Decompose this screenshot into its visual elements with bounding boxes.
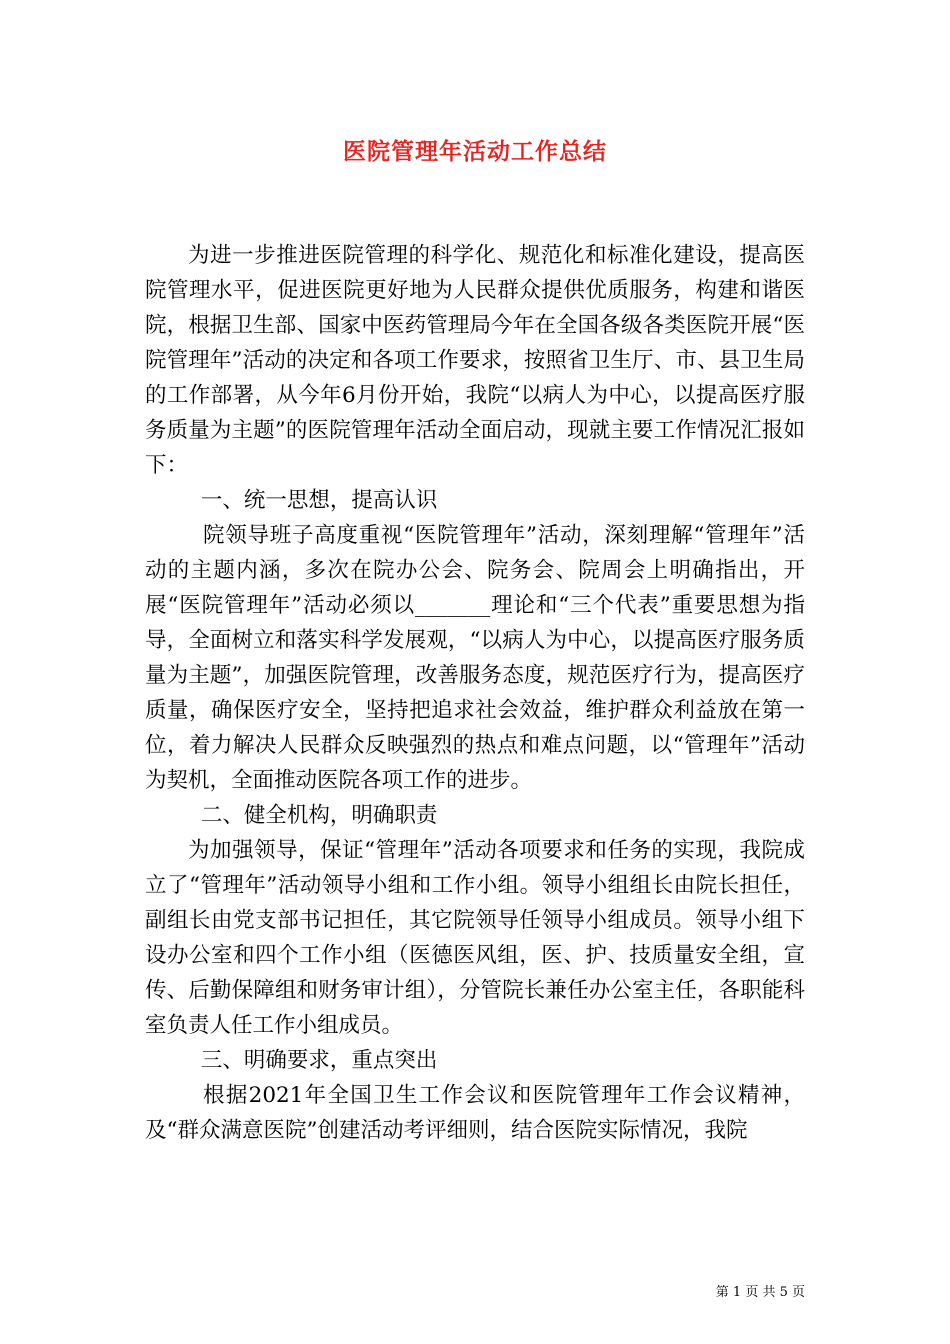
section-heading-3: 三、明确要求，重点突出 <box>200 1048 438 1073</box>
document-title: 医院管理年活动工作总结 <box>343 138 607 165</box>
section-2-paragraph: 为加强领导，保证“管理年”活动各项要求和任务的实现，我院成立了“管理年”活动领导小组和工作小组。领导小组组长由院长担任，副组长由党支部书记担任，其它院领导任领导小组成员。领导小组下设办公室和四个工作小组（医德医风组，医、护、技质量安全组，宣传、后勤保障组和财务审计组），分管院长兼任办公室主任，各职能科室负责人任工作小组成员。 <box>145 838 805 1038</box>
page-number: 第 1 页 共 5 页 <box>715 1285 805 1300</box>
intro-paragraph: 为进一步推进医院管理的科学化、规范化和标准化建设，提高医院管理水平，促进医院更好地为人民群众提供优质服务，构建和谐医院，根据卫生部、国家中医药管理局今年在全国各级各类医院开展“医院管理年”活动的决定和各项工作要求，按照省卫生厅、市、县卫生局的工作部署，从今年6月份开始，我院“以病人为中心，以提高医疗服务质量为主题”的医院管理年活动全面启动，现就主要工作情况汇报如下： <box>145 243 805 478</box>
section-heading-2: 二、健全机构，明确职责 <box>200 803 438 828</box>
section-1-paragraph: 院领导班子高度重视“医院管理年”活动，深刻理解“管理年”活动的主题内涵，多次在院办公会、院务会、院周会上明确指出，开展“医院管理年”活动必须以_______理论和“三个代表”重要思想为指导，全面树立和落实科学发展观，“以病人为中心，以提高医疗服务质量为主题”，加强医院管理，改善服务态度，规范医疗行为，提高医疗质量，确保医疗安全，坚持把追求社会效益，维护群众利益放在第一位，着力解决人民群众反映强烈的热点和难点问题，以“管理年”活动为契机，全面推动医院各项工作的进步。 <box>145 523 805 793</box>
section-3-paragraph: 根据2021年全国卫生工作会议和医院管理年工作会议精神，及“群众满意医院”创建活动考评细则，结合医院实际情况，我院 <box>145 1083 805 1143</box>
document-body <box>145 238 805 1148</box>
section-heading-1: 一、统一思想，提高认识 <box>200 488 438 513</box>
